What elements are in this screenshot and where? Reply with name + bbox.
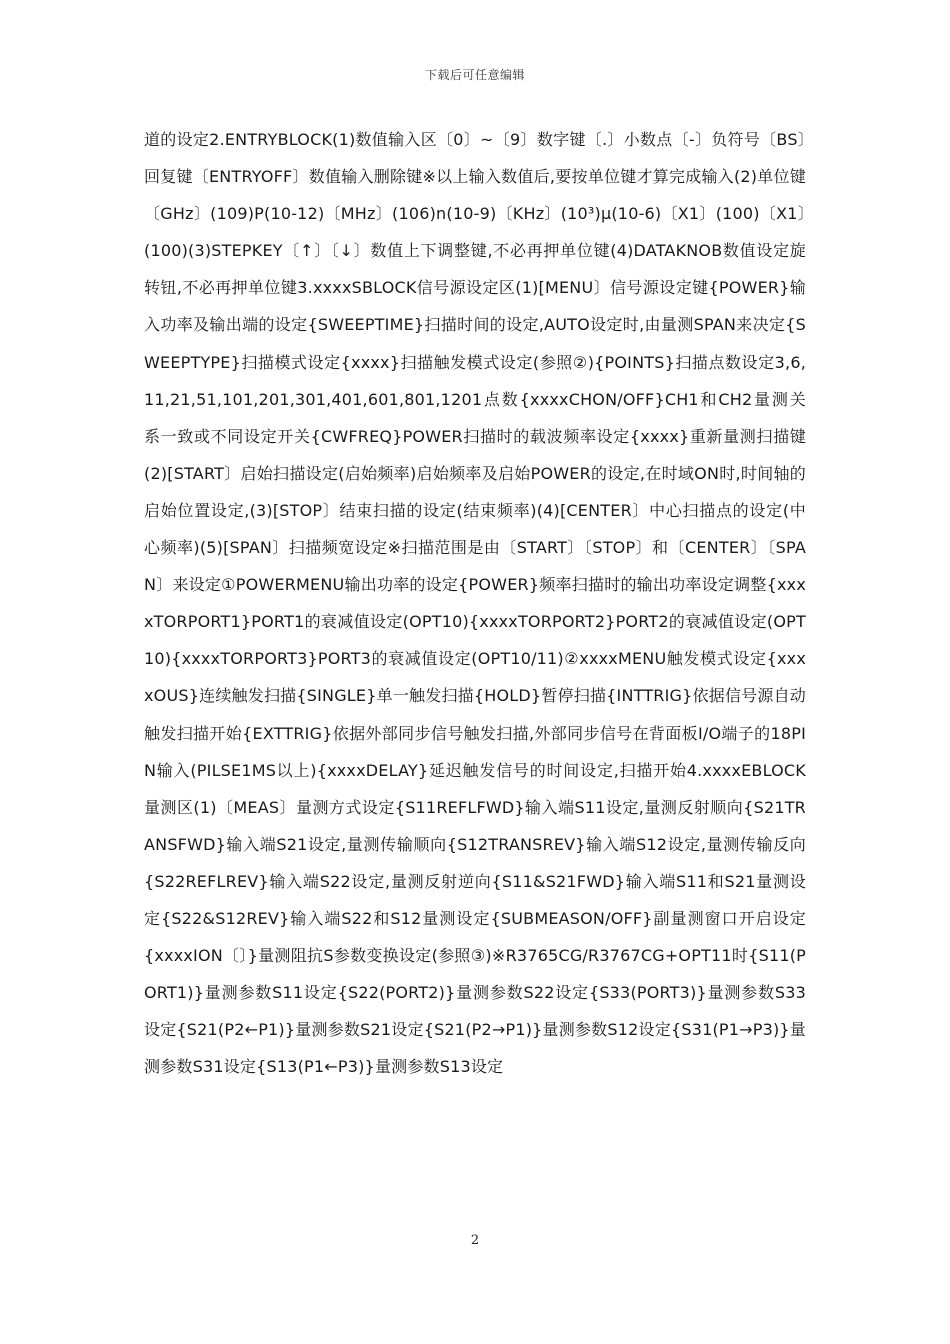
page-number: 2 <box>470 1233 480 1248</box>
page-header: 下载后可任意编辑 <box>424 68 525 82</box>
body-paragraph: 道的设定2.ENTRYBLOCK(1)数值输入区〔0〕~〔9〕数字键〔.〕小数点〔-〕负符号〔BS〕回复键〔ENTRYOFF〕数值输入删除键※以上输入数值后,要按单位键才算完成输入(2)单位键〔GHz〕(109)P(10-12)〔MHz〕(106)n(10-9)〔KHz〕(10³)μ(10-6)〔X1〕(100)〔X1〕(100)(3)STEPKEY〔↑〕〔↓〕数值上下调整键,不必再押单位键(4)DATAKNOB数值设定旋转钮,不必再押单位键3.xxxxSBLOCK信号源设定区(1)[MENU〕信号源设定键{POWER}输入功率及输出端的设定{SWEEPTIME}扫描时间的设定,AUTO设定时,由量测SPAN来决定{SWEEPTYPE}扫描模式设定{xxxx}扫描触发模式设定(参照②){POINTS}扫描点数设定3,6,11,21,51,101,201,301,401,601,801,1201点数{xxxxCHON/OFF}CH1和CH2量测关系一致或不同设定开关{CWFREQ}POWER扫描时的载波频率设定{xxxx}重新量测扫描键(2)[START〕启始扫描设定(启始频率)启始频率及启始POWER的设定,在时域ON时,时间轴的启始位置设定,(3)[STOP〕结束扫描的设定(结束频率)(4)[CENTER〕中心扫描点的设定(中心频率)(5)[SPAN〕扫描频宽设定※扫描范围是由〔START〕〔STOP〕和〔CENTER〕〔SPAN〕来设定①POWERMENU输出功率的设定{POWER}频率扫描时的输出功率设定调整{xxxxTORPORT1}PORT1的衰减值设定(OPT10){xxxxTORPORT2}PORT2的衰减值设定(OPT10){xxxxTORPORT3}PORT3的衰减值设定(OPT10/11)②xxxxMENU触发模式设定{xxxxOUS}连续触发扫描{SINGLE}单一触发扫描{HOLD}暂停扫描{INTTRIG}依据信号源自动触发扫描开始{EXTTRIG}依据外部同步信号触发扫描,外部同步信号在背面板I/O端子的18PIN输入(PILSE1MS以上){xxxxDELAY}延迟触发信号的时间设定,扫描开始4.xxxxEBLOCK量测区(1)〔MEAS〕量测方式设定{S11REFLFWD}输入端S11设定,量测反射顺向{S21TRANSFWD}输入端S21设定,量测传输顺向{S12TRANSREV}输入端S12设定,量测传输反向{S22REFLREV}输入端S22设定,量测反射逆向{S11&S21FWD}输入端S11和S21量测设定{S22&S12REV}输入端S22和S12量测设定{SUBMEASON/OFF}副量测窗口开启设定{xxxxION〔〕}量测阻抗S参数变换设定(参照③)※R3765CG/R3767CG+OPT11时{S11(PORT1)}量测参数S11设定{S22(PORT2)}量测参数S22设定{S33(PORT3)}量测参数S33设定{S21(P2←P1)}量测参数S21设定{S21(P2→P1)}量测参数S12设定{S31(P1→P3)}量测参数S31设定{S13(P1←P3)}量测参数S13设定 <box>144 130 806 1077</box>
